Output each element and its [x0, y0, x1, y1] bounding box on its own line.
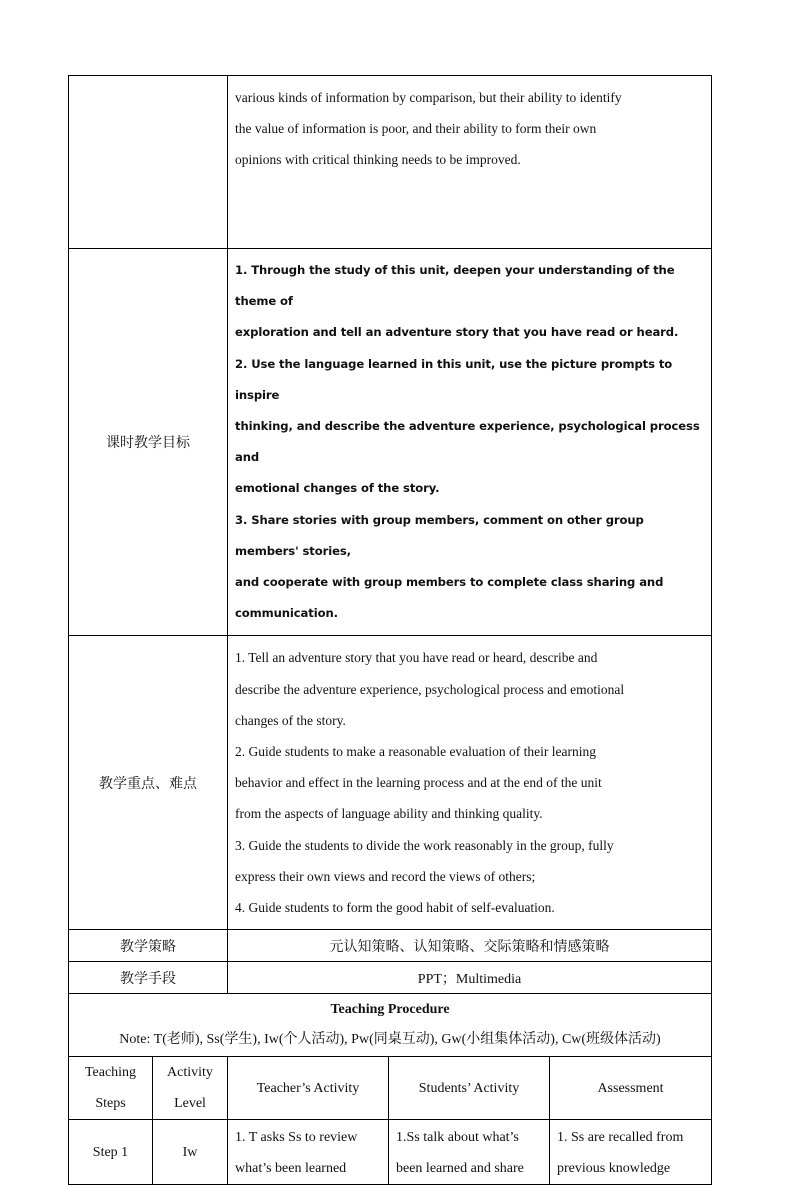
objective-line: exploration and tell an adventure story that you have read or heard. [235, 325, 679, 340]
procedure-header-cell [69, 994, 712, 1057]
cell-line: been learned and share [396, 1161, 524, 1177]
key-point-line: behavior and effect in the learning process and at the end of the unit [235, 775, 602, 791]
key-point-line: 1. Tell an adventure story that you have read or heard, describe and [235, 650, 598, 666]
objective-line: 1. Through the study of this unit, deepen your understanding of the theme of [235, 263, 675, 309]
header-teacher-activity: Teacher’s Activity [228, 1057, 389, 1120]
objective-line: thinking, and describe the adventure experience, psychological process and [235, 419, 700, 465]
key-point-line: from the aspects of language ability and thinking quality. [235, 806, 543, 822]
intro-label-cell [69, 76, 228, 249]
key-point-line: 4. Guide students to form the good habit of self-evaluation. [235, 900, 555, 916]
header-teaching-steps [69, 1057, 153, 1120]
cell-line: what’s been learned [235, 1161, 347, 1177]
objective-line: emotional changes of the story. [235, 481, 440, 496]
intro-line: opinions with critical thinking needs to be improved. [235, 152, 521, 168]
key-points-label: 教学重点、难点 [69, 636, 228, 930]
table-row [69, 1120, 712, 1185]
key-point-line: describe the adventure experience, psychological process and emotional [235, 681, 625, 697]
header-students-activity: Students’ Activity [389, 1057, 550, 1120]
key-point-line: changes of the story. [235, 712, 346, 728]
header-text: Level [174, 1096, 206, 1112]
objectives-label: 课时教学目标 [69, 249, 228, 636]
header-text: Teaching [84, 1065, 137, 1081]
objectives-content [228, 249, 712, 636]
intro-line: the value of information is poor, and their ability to form their own [235, 121, 597, 137]
lesson-plan-table [68, 75, 712, 1185]
key-point-line: express their own views and record the views of others; [235, 868, 536, 884]
intro-row [69, 76, 712, 249]
key-points-row [69, 636, 712, 930]
strategy-row [69, 930, 712, 962]
objectives-row [69, 249, 712, 636]
cell-line: 1.Ss talk about what’s [396, 1130, 519, 1146]
teacher-activity-cell [228, 1120, 389, 1185]
means-row [69, 962, 712, 994]
key-point-line: 2. Guide students to make a reasonable evaluation of their learning [235, 744, 597, 760]
means-label: 教学手段 [69, 962, 228, 994]
students-activity-cell [389, 1120, 550, 1185]
objective-line: 3. Share stories with group members, comment on other group members' stories, [235, 512, 644, 558]
header-text: Steps [95, 1096, 126, 1112]
objective-line: communication. [235, 606, 338, 621]
key-points-content [228, 636, 712, 930]
cell-line: 1. Ss are recalled from [557, 1130, 684, 1146]
header-activity-level [153, 1057, 228, 1120]
intro-content-cell [228, 76, 712, 249]
cell-line: previous knowledge [557, 1161, 671, 1177]
strategy-label: 教学策略 [69, 930, 228, 962]
intro-line: various kinds of information by comparison, but their ability to identify [235, 90, 622, 105]
step-cell: Step 1 [69, 1120, 153, 1185]
means-value: PPT；Multimedia [228, 962, 712, 994]
objective-line: 2. Use the language learned in this unit, use the picture prompts to inspire [235, 356, 673, 402]
procedure-header-row [69, 994, 712, 1057]
header-text: Activity [167, 1065, 213, 1081]
procedure-column-headers [69, 1057, 712, 1120]
procedure-note: Note: T(老师), Ss(学生), Iw(个人活动), Pw(同桌互动), Gw(小组集体活动), Cw(班级体活动) [119, 1032, 661, 1048]
objective-line: and cooperate with group members to complete class sharing and [235, 575, 664, 590]
key-point-line: 3. Guide the students to divide the work reasonably in the group, fully [235, 837, 614, 853]
procedure-title: Teaching Procedure [330, 1002, 450, 1018]
header-assessment: Assessment [550, 1057, 712, 1120]
level-cell: Iw [153, 1120, 228, 1185]
cell-line: 1. T asks Ss to review [235, 1130, 358, 1146]
strategy-value: 元认知策略、认知策略、交际策略和情感策略 [228, 930, 712, 962]
assessment-cell [550, 1120, 712, 1185]
